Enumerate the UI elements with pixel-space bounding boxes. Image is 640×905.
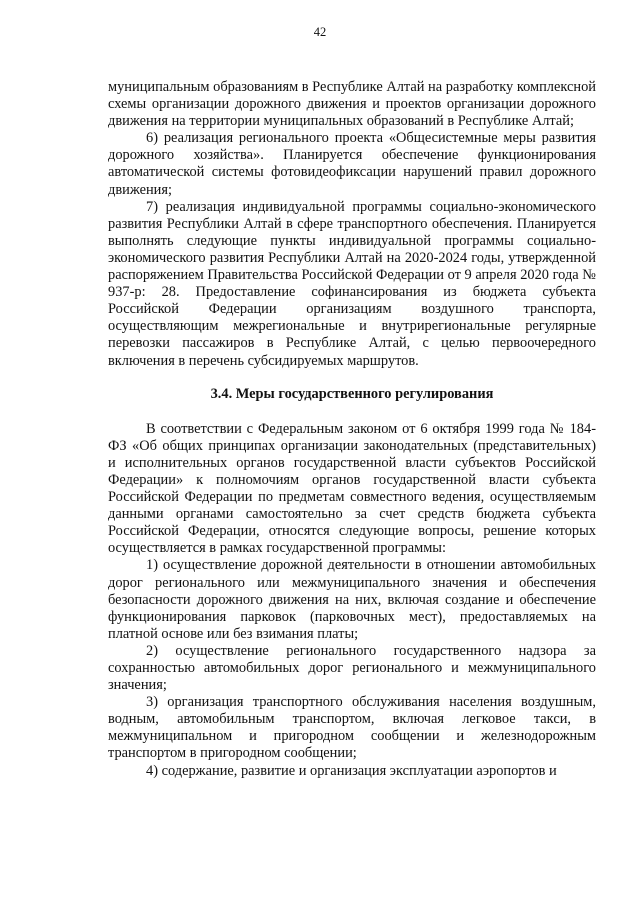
paragraph-item-2: 2) осуществление регионального государственного надзора за сохранностью автомобильных дорог регионального и межмуниципального значения;	[108, 642, 596, 694]
paragraph-item-6: 6) реализация регионального проекта «Общесистемные меры развития дорожного хозяйства». Планируется обеспечение функционирования автоматической системы фотовидеофиксации нарушений правил дорожного движения;	[108, 130, 596, 198]
paragraph-item-7: 7) реализация индивидуальной программы социально-экономического развития Республики Алтай в сфере транспортного обеспечения. Планируется выполнять следующие пункты индивидуальной программы социально-экономического развития Республики Алтай на 2020-2024 годы, утвержденной распоряжением Правительства Российской Федерации от 9 апреля 2020 года № 937-р: 28. Предоставление софинансирования из бюджета субъекта Российской Федерации организациям воздушного транспорта, осуществляющим межрегиональные и внутрирегиональные регулярные перевозки пассажиров в Республике Алтай, с целью первоочередного включения в перечень субсидируемых маршрутов.	[108, 198, 596, 369]
paragraph-item-4: 4) содержание, развитие и организация эксплуатации аэропортов и	[146, 762, 557, 779]
paragraph-intro: В соответствии с Федеральным законом от 6 октября 1999 года № 184-ФЗ «Об общих принципах организации законодательных (представительных) и исполнительных органов государственной власти субъектов Российской Федерации» к полномочиям органов государственной власти субъекта Российской Федерации по предметам совместного ведения, осуществляемым данными органами самостоятельно за счет средств бюджета субъекта Российской Федерации, относятся следующие вопросы, решение которых осуществляется в рамках государственной программы:	[108, 420, 596, 557]
paragraph-continuation: муниципальным образованиям в Республике Алтай на разработку комплексной схемы организации дорожного движения и проектов организации дорожного движения на территории муниципальных образований в Республике Алтай;	[108, 79, 596, 130]
paragraph-item-3: 3) организация транспортного обслуживания населения воздушным, водным, автомобильным транспортом, включая легковое такси, в межмуниципальном и пригородном сообщении и железнодорожным транспортом в пригородном сообщении;	[108, 694, 596, 762]
section-heading: 3.4. Меры государственного регулирования	[210, 385, 494, 402]
page-body	[108, 79, 596, 780]
paragraph-item-1: 1) осуществление дорожной деятельности в отношении автомобильных дорог регионального или межмуниципального значения и обеспечения безопасности дорожного движения на них, включая создание и обеспечение функционирования парковок (парковочных мест), предоставляемых на платной основе или без взимания платы;	[108, 557, 596, 642]
page-number: 42	[313, 25, 327, 39]
